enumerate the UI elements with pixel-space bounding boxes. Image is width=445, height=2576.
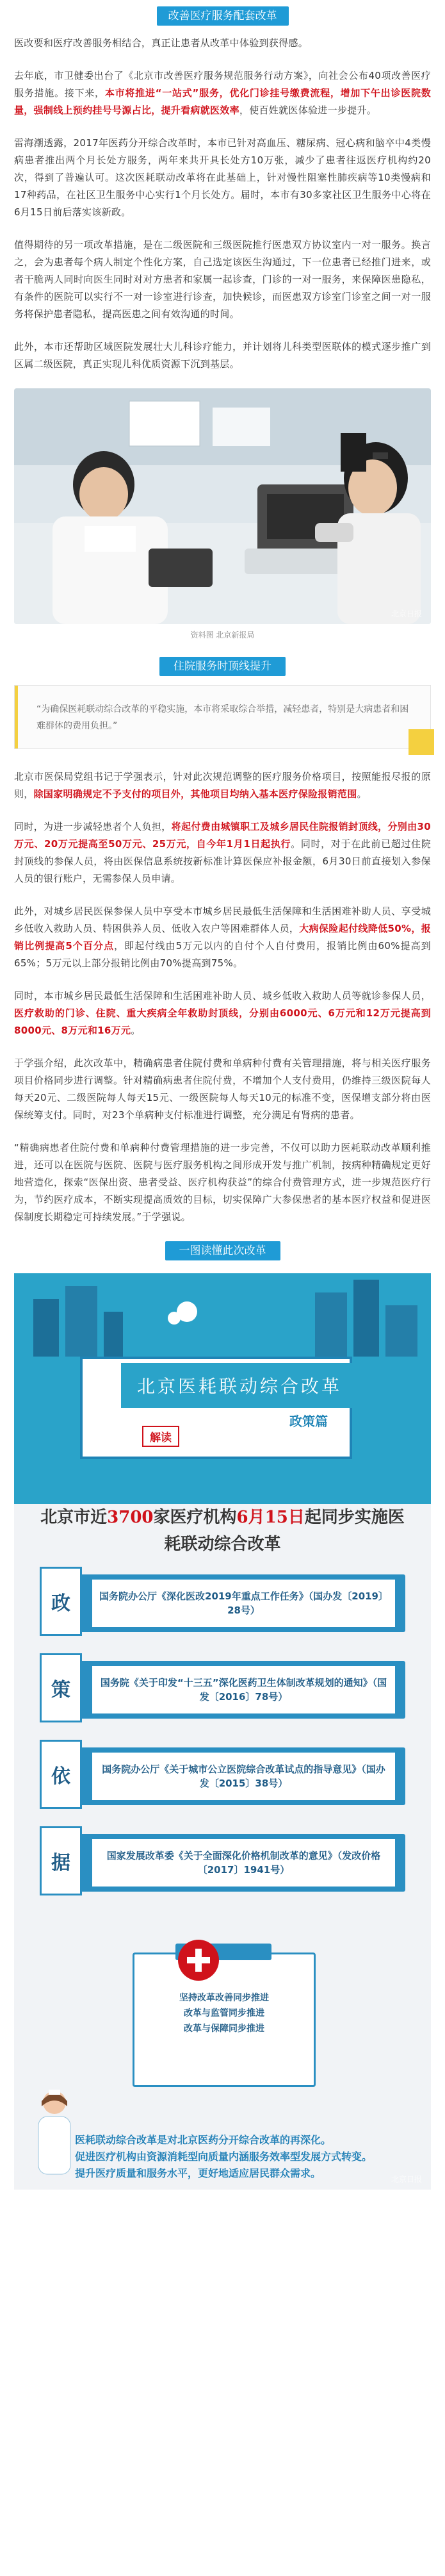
article bbox=[0, 6, 445, 2190]
poster-banner: 北京医耗联动综合改革 bbox=[121, 1363, 358, 1408]
section-title-3: 一图读懂此次改革 bbox=[14, 1241, 431, 1260]
poster-subtitle: 政策篇 bbox=[289, 1414, 328, 1429]
paragraph-7: 同时，为进一步减轻患者个人负担，将起付费由城镇职工及城乡居民住院报销封顶线，分别由30万元、20万元提高至50万元、25万元，自今年1月1日起执行。同时，对于在此前已超过住院封顶线的参保人员，将由医保信息系统按新标准计算医保应补报金额，6月30日前直接划入参保人员的银行账户，无需参保人员申请。 bbox=[14, 821, 432, 884]
photo-caption: 资料图 北京新报局 bbox=[190, 631, 255, 640]
paragraph-5: 此外，本市还帮助区域医院发展壮大儿科诊疗能力，并计划将儿科类型医联体的模式逐步推广到区属二级医院，真正实现儿科优质资源下沉到基层。 bbox=[14, 341, 431, 370]
highlight-text: 本市将推进“一站式”服务，优化门诊挂号缴费流程，增加下午出诊医院数量，强制线上预约挂号号源占比，提升看病就医效率 bbox=[14, 87, 432, 116]
section-title-1: 改善医疗服务配套改革 bbox=[14, 6, 431, 26]
cityscape-icon bbox=[14, 1273, 431, 1357]
clipboard-panel: 坚持改革改善同步推进 改革与监管同步推进 改革与保障同步推进 bbox=[133, 1953, 316, 2087]
section-title-2: 住院服务时顶线提升 bbox=[14, 657, 431, 676]
highlight-text: 医疗救助的门诊、住院、重大疾病全年救助封顶线，分别由6000元、6万元和12万元提高到8000元、8万元和16万元 bbox=[14, 1007, 431, 1036]
clinic-scene-image bbox=[14, 388, 431, 624]
paragraph-8: 此外，对城乡居民医保参保人员中享受本市城乡居民最低生活保障和生活困难补助人员、享受城乡低收入救助人员、特困供养人员、低收入农户等困难群体人员，大病保险起付线降低50%，报销比例提高5个百分点，即起付线由5万元以内的自付个人自付费用，报销比例由60%提高到65%；5万元以上部分报销比例由70%提高到75%。 bbox=[14, 905, 432, 969]
quote-corner bbox=[409, 729, 434, 755]
paragraph-6: 北京市医保局党组书记于学强表示，针对此次规范调整的医疗服务价格项目，按照能报尽报的原则，除国家明确规定不予支付的项目外，其他项目均纳入基本医疗保险报销范围。 bbox=[14, 771, 431, 800]
highlight-text: 除国家明确规定不予支付的项目外，其他项目均纳入基本医疗保险报销范围 bbox=[33, 788, 357, 800]
paragraph-10: 于学强介绍，此次改革中，精确病患者住院付费和单病种付费有关管理措施，将与相关医疗服务项目价格同步进行调整。针对精确病患者住院付费，不增加个人支付费用，仍维持三级医院每人每天20元、二级医院每人每天15元、一级医院每人每天10元的标准不变，医保增支部分将由医保统筹支付。同时，对23个单病种支付标准进行调整，充分满足有肾病的患者。 bbox=[14, 1057, 431, 1121]
infographic-poster bbox=[14, 1273, 431, 2190]
basis-item: 政 国务院办公厅《深化医改2019年重点工作任务》（国办发〔2019〕28号） bbox=[40, 1574, 405, 1632]
paragraph-11: “精确病患者住院付费和单病种付费管理措施的进一步完善，不仅可以助力医耗联动改革顺利推进，还可以在医院与医院、医院与医疗服务机构之间形成开发与推广机制，按病种精确规定更好地营造化，探索“医保出资、患者受益、医疗机构获益”的综合付费管理方式，进一步规范医疗行为，节约医疗成本，不断实现提高质效的目标，切实保障广大参保患者的基本医疗权益和促进医保制度长期稳定可持续发展。”于学强说。 bbox=[14, 1142, 431, 1223]
quote-box bbox=[14, 685, 431, 749]
highlight-text: 将起付费由城镇职工及城乡居民住院报销封顶线，分别由30万元、20万元提高至50万元、25万元，自今年1月1日起执行 bbox=[14, 821, 431, 850]
paragraph-1: 医改要和医疗改善服务相结合，真正让患者从改革中体验到获得感。 bbox=[14, 37, 309, 49]
basis-item: 策 国务院《关于印发“十三五”深化医药卫生体制改革规划的通知》（国发〔2016〕78号） bbox=[40, 1661, 405, 1719]
quote-bar bbox=[15, 686, 18, 748]
nurse-icon bbox=[32, 2087, 77, 2177]
highlight-text: 大病保险起付线降低50%，报销比例提高5个百分点 bbox=[14, 923, 432, 952]
paragraph-9: 同时，本市城乡居民最低生活保障和生活困难补助人员、城乡低收入救助人员等就诊参保人员，医疗救助的门诊、住院、重大疾病全年救助封顶线，分别由6000元、6万元和12万元提高到8000元、8万元和16万元。 bbox=[14, 990, 431, 1036]
news-photo bbox=[14, 388, 431, 624]
basis-item: 依 国务院办公厅《关于城市公立医院综合改革试点的指导意见》（国办发〔2015〕38号） bbox=[40, 1747, 405, 1805]
poster-watermark: 北京日报 bbox=[391, 2175, 422, 2184]
photo-watermark: 北京日报 bbox=[391, 609, 422, 618]
poster-summary: 医耗联动综合改革是对北京医药分开综合改革的再深化。 促进医疗机构由资源消耗型向质量内涵服务效率型发展方式转变。 提升医疗质量和服务水平，更好地适应居民群众需求。 bbox=[75, 2134, 373, 2179]
paragraph-3: 雷海潮透露，2017年医药分开综合改革时，本市已针对高血压、糖尿病、冠心病和脑卒中4类慢病患者推出两个月长处方服务，两年来共开具长处方10万张，减少了患者往返医疗机构约20次，得到了普遍认可。这次医耗联动改革将在此基础上，针对慢性阻塞性肺疾病等10类慢病和17种药品，在社区卫生服务中心实行1个月长处方。届时，本市有30多家社区卫生服务中心将在6月15日前后落实该新政。 bbox=[14, 137, 431, 218]
quote-text: “为确保医耗联动综合改革的平稳实施，本市将采取综合举措，减轻患者，特别是大病患者和困难群体的费用负担。” bbox=[36, 704, 409, 731]
paragraph-2: 去年底，市卫健委出台了《北京市改善医疗服务规范服务行动方案》，向社会公布40项改善医疗服务措施。接下来，本市将推进“一站式”服务，优化门诊挂号缴费流程，增加下午出诊医院数量，强制线上预约挂号号源占比，提升看病就医效率，使百姓就医体验进一步提升。 bbox=[14, 70, 432, 116]
poster-tag: 解读 bbox=[142, 1426, 179, 1447]
basis-item: 据 国家发展改革委《关于全面深化价格机制改革的意见》（发改价格〔2017〕1941号） bbox=[40, 1834, 405, 1892]
medical-cross-icon bbox=[178, 1940, 219, 1981]
poster-headline: 北京市近3700家医疗机构6月15日起同步实施医耗联动综合改革 bbox=[40, 1508, 405, 1554]
paragraph-4: 值得期待的另一项改革措施，是在二级医院和三级医院推行医患双方协议室内一对一服务。换言之，会为患者每个病人制定个性化方案，自己选定该医生沟通过，下一位患者已经推门进来，或者干脆两人同时向医生同时对对方患者和家属一起诊查，门诊的一对一服务，来保障医患隐私，有条件的医院可以实行不一对一诊室进行诊查，加快候诊，而医患双方诊室门诊室之间一对一服务将保护患者隐私，提高医患之间有效沟通的时间。 bbox=[14, 239, 431, 320]
